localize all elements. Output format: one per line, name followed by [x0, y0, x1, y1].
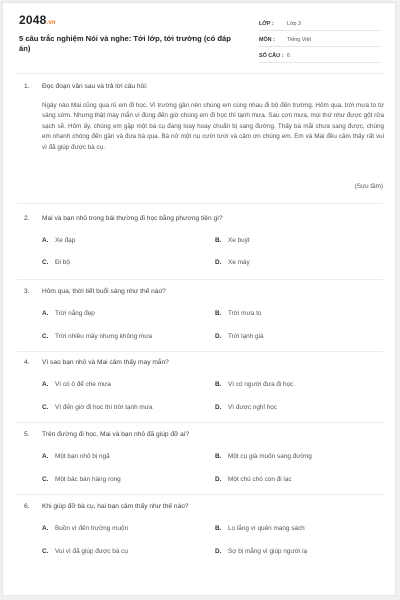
question-text: Trên đường đi học, Mai và bạn nhỏ đã giúp đỡ ai?: [42, 431, 189, 438]
question-text: Đọc đoạn văn sau và trả lời câu hỏi:: [42, 83, 148, 90]
question-number: 3.: [24, 288, 30, 295]
option-d[interactable]: D. Một chú chó con đi lạc: [215, 476, 292, 483]
meta-row-subject: [259, 33, 381, 47]
option-a[interactable]: A. Một bạn nhỏ bị ngã: [42, 453, 110, 460]
question-divider: [17, 422, 383, 423]
meta-row-count: [259, 49, 381, 63]
option-c[interactable]: C. Trời nhiều mây nhưng không mưa: [42, 333, 153, 340]
question-text: Mai và bạn nhỏ trong bài thường đi học bằng phương tiện gì?: [42, 215, 223, 222]
option-a[interactable]: A. Vì có ô để che mưa: [42, 381, 111, 388]
option-c[interactable]: C. Vì đến giờ đi học thì trời tạnh mưa: [42, 404, 153, 411]
question-divider: [17, 351, 383, 352]
option-b[interactable]: B. Vì có người đưa đi học: [215, 381, 294, 388]
reading-passage: Ngày nào Mai cũng qua rủ em đi học. Vì trường gần nên chúng em cùng nhau đi bộ đến trường. Hôm qua, trời mưa to từ sáng sớm. Nhưng thật may mắn vì đúng đến giờ chúng em đi học thì tạnh mưa. Sau cơn mưa, mọi thứ như được gột rửa sạch sẽ. Hôm ấy, chúng em gặp một bà cụ đang loay hoay chuẩn bị sang đường. Thấy bà mãi chưa sang được, chúng em nhanh chóng đến gần và đưa bà qua. Bà nở một nụ cười tươi và cảm ơn chúng em. Em và Mai đều cảm thấy rất vui vì đã giúp được bà cụ.: [42, 102, 384, 151]
option-b[interactable]: B. Xe buýt: [215, 237, 250, 244]
question-number: 6.: [24, 503, 30, 510]
option-b[interactable]: B. Trời mưa to: [215, 310, 262, 317]
question-divider: [17, 203, 383, 204]
worksheet-title: 5 câu trắc nghiệm Nói và nghe: Tới lớp, tới trường (có đáp án): [19, 34, 231, 53]
logo-main: 2048: [19, 13, 47, 27]
option-c[interactable]: C. Đi bộ: [42, 259, 70, 266]
question-number: 1.: [24, 83, 30, 90]
question-text: Hôm qua, thời tiết buổi sáng như thế nào?: [42, 288, 166, 295]
question-divider: [17, 279, 383, 280]
option-c[interactable]: C. Một bác bán hàng rong: [42, 476, 121, 483]
meta-value: Tiếng Việt: [287, 37, 311, 43]
question-number: 2.: [24, 215, 30, 222]
option-a[interactable]: A. Trời nắng đẹp: [42, 310, 95, 317]
option-d[interactable]: D. Trời lạnh giá: [215, 333, 264, 340]
option-b[interactable]: B. Lo lắng vì quên mang sách: [215, 525, 305, 532]
question-divider: [17, 494, 383, 495]
meta-key: SỐ CÂU :: [259, 53, 284, 59]
meta-value: Lớp 3: [287, 21, 302, 27]
option-d[interactable]: D. Vì được nghỉ học: [215, 404, 277, 411]
option-d[interactable]: D. Xe máy: [215, 259, 250, 266]
worksheet-page: [2, 2, 396, 596]
question-text: Khi giúp đỡ bà cụ, hai bạn cảm thấy như thế nào?: [42, 503, 189, 510]
meta-value: 6: [287, 53, 290, 59]
meta-row-grade: [259, 17, 381, 31]
site-logo[interactable]: [19, 13, 56, 27]
question-number: 4.: [24, 359, 30, 366]
question-number: 5.: [24, 431, 30, 438]
meta-key: MÔN :: [259, 37, 275, 43]
worksheet-header: [3, 3, 395, 63]
option-d[interactable]: D. Sợ bị mắng vì giúp người lạ: [215, 548, 308, 555]
option-a[interactable]: A. Xe đạp: [42, 237, 76, 244]
option-b[interactable]: B. Một cụ già muốn sang đường: [215, 453, 312, 460]
passage-source: (Sưu tầm): [354, 183, 383, 190]
meta-key: LỚP :: [259, 21, 274, 27]
option-c[interactable]: C. Vui vì đã giúp được bà cụ: [42, 548, 128, 555]
option-a[interactable]: A. Buồn vì đến trường muộn: [42, 525, 129, 532]
header-divider: [17, 73, 383, 74]
question-text: Vì sao bạn nhỏ và Mai cảm thấy may mắn?: [42, 359, 169, 366]
logo-tld: .vn: [46, 20, 56, 26]
